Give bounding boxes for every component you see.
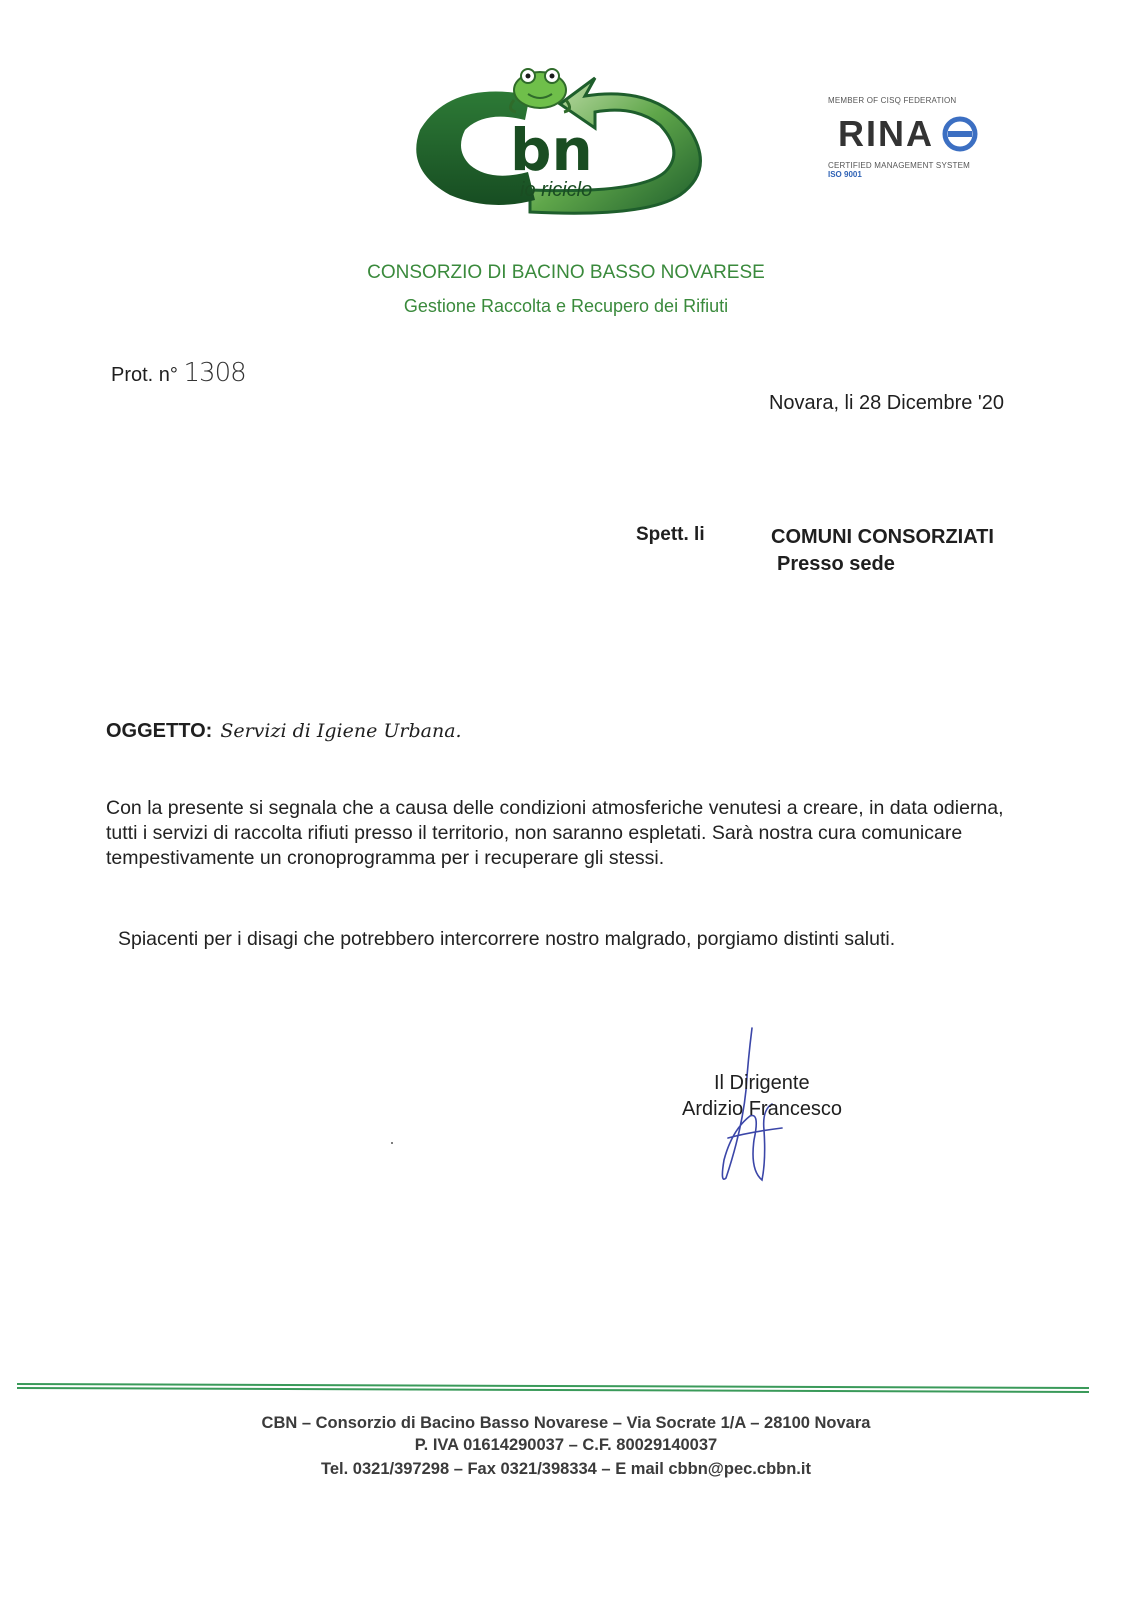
subject-text: Servizi di Igiene Urbana. [220, 720, 462, 742]
rina-globe-icon [938, 114, 982, 154]
date-line: Novara, li 28 Dicembre '20 [768, 392, 1004, 414]
protocol-number: 1308 [183, 358, 246, 388]
rina-certification [828, 96, 1003, 206]
rina-top-text: MEMBER OF CISQ FEDERATION [828, 96, 957, 105]
rina-bottom-text: CERTIFIED MANAGEMENT SYSTEM [828, 161, 971, 170]
recipient-line1: COMUNI CONSORZIATI [771, 526, 994, 548]
rina-iso: ISO 9001 [828, 170, 862, 179]
subject-label: OGGETTO: [106, 720, 213, 742]
recipient-block [771, 524, 994, 578]
signer-title: Il Dirigente [714, 1072, 810, 1094]
footer-divider [17, 1382, 1089, 1394]
org-name: CONSORZIO DI BACINO BASSO NOVARESE [367, 262, 765, 283]
svg-text:bn: bn [510, 116, 593, 184]
scan-speck [391, 1142, 393, 1144]
body-paragraph-1: Con la presente si segnala che a causa delle condizioni atmosferiche venutesi a creare, in data odierna, tutti i servizi di raccolta rifiuti presso il territorio, non saranno espletati. Sarà nostra cura comunicare tempestivamente un cronoprogramma per i recuperare gli stessi. [106, 797, 1004, 869]
svg-text:io riciclo: io riciclo [520, 179, 593, 201]
footer-contacts: Tel. 0321/397298 – Fax 0321/398334 – E mail cbbn@pec.cbbn.it [321, 1460, 811, 1478]
footer-address: CBN – Consorzio di Bacino Basso Novarese – Via Socrate 1/A – 28100 Novara [261, 1414, 871, 1432]
rina-brand: RINA [838, 113, 934, 154]
footer-tax-ids: P. IVA 01614290037 – C.F. 80029140037 [414, 1436, 718, 1454]
subject [106, 720, 462, 743]
protocol-label: Prot. n° [111, 364, 178, 386]
recipient-line2: Presso sede [777, 553, 895, 575]
protocol [111, 358, 246, 388]
cbn-logo [410, 60, 720, 230]
body-paragraph-2: Spiacenti per i disagi che potrebbero intercorrere nostro malgrado, porgiamo distinti saluti. [118, 928, 896, 950]
org-subtitle: Gestione Raccolta e Recupero dei Rifiuti [403, 296, 729, 316]
salutation-label: Spett. li [636, 524, 705, 545]
signer-name: Ardizio Francesco [682, 1098, 843, 1120]
